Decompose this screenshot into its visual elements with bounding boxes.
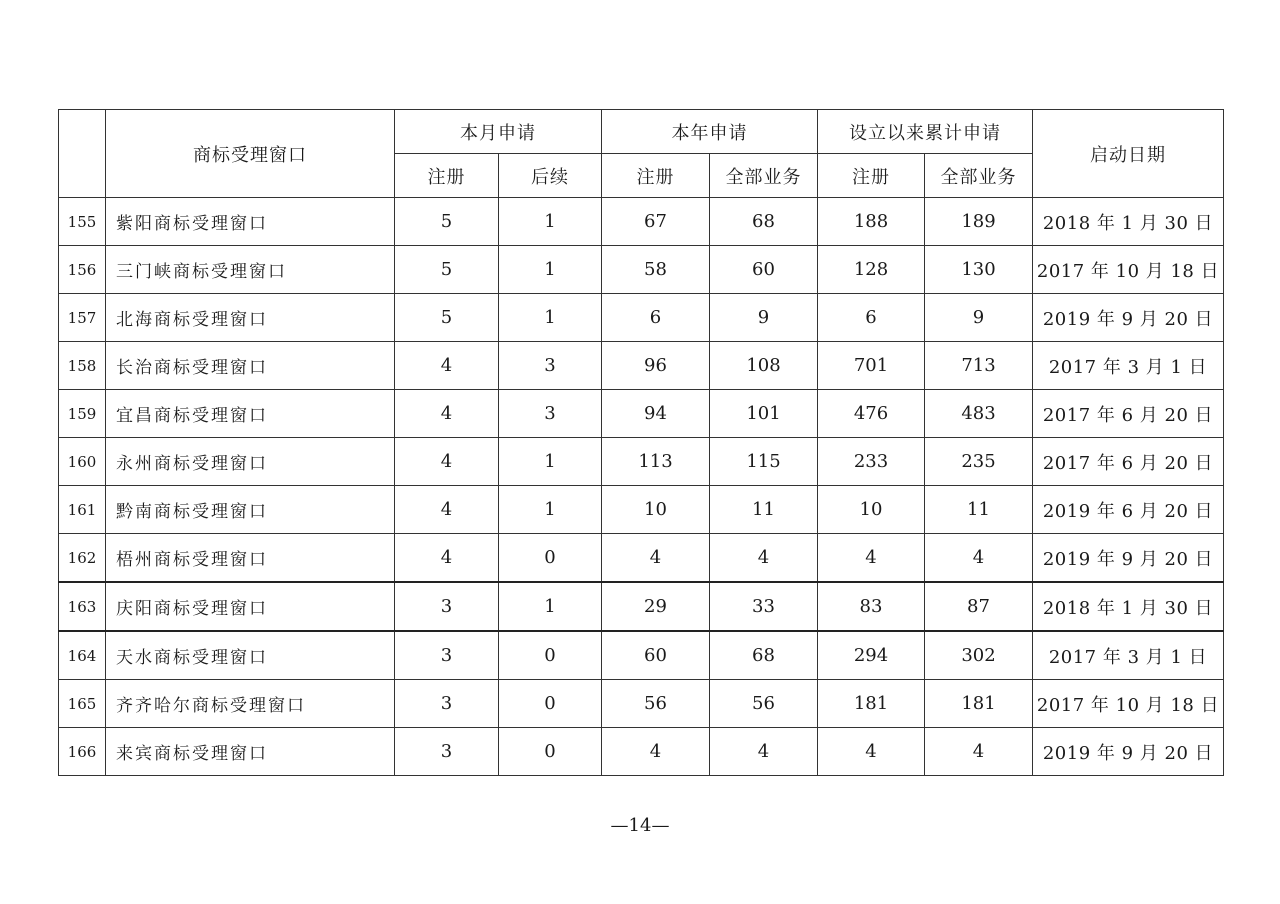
table-row bbox=[59, 342, 1224, 390]
year-register: 94 bbox=[602, 390, 710, 438]
year-all: 68 bbox=[710, 631, 818, 680]
total-all: 11 bbox=[925, 486, 1033, 534]
window-name: 宜昌商标受理窗口 bbox=[106, 390, 395, 438]
table-row bbox=[59, 728, 1224, 776]
row-number: 164 bbox=[59, 631, 106, 680]
month-register: 3 bbox=[395, 728, 499, 776]
total-register: 701 bbox=[818, 342, 925, 390]
window-name: 北海商标受理窗口 bbox=[106, 294, 395, 342]
row-number: 162 bbox=[59, 534, 106, 583]
month-follow: 1 bbox=[499, 246, 602, 294]
start-date: 2017 年 6 月 20 日 bbox=[1033, 438, 1224, 486]
start-date: 2017 年 6 月 20 日 bbox=[1033, 390, 1224, 438]
row-number: 159 bbox=[59, 390, 106, 438]
month-register: 4 bbox=[395, 438, 499, 486]
year-all: 108 bbox=[710, 342, 818, 390]
table-row bbox=[59, 246, 1224, 294]
header-month-register: 注册 bbox=[395, 154, 499, 198]
window-name: 长治商标受理窗口 bbox=[106, 342, 395, 390]
total-all: 181 bbox=[925, 680, 1033, 728]
row-number: 158 bbox=[59, 342, 106, 390]
window-name: 天水商标受理窗口 bbox=[106, 631, 395, 680]
month-follow: 0 bbox=[499, 534, 602, 583]
month-follow: 0 bbox=[499, 728, 602, 776]
row-number: 155 bbox=[59, 198, 106, 246]
month-register: 4 bbox=[395, 342, 499, 390]
start-date: 2017 年 3 月 1 日 bbox=[1033, 342, 1224, 390]
month-register: 4 bbox=[395, 390, 499, 438]
total-all: 302 bbox=[925, 631, 1033, 680]
table-row bbox=[59, 486, 1224, 534]
table-row bbox=[59, 390, 1224, 438]
table-header bbox=[59, 110, 1224, 198]
row-number: 161 bbox=[59, 486, 106, 534]
total-all: 87 bbox=[925, 582, 1033, 631]
row-number: 165 bbox=[59, 680, 106, 728]
year-all: 4 bbox=[710, 728, 818, 776]
month-register: 3 bbox=[395, 582, 499, 631]
start-date: 2018 年 1 月 30 日 bbox=[1033, 198, 1224, 246]
year-all: 11 bbox=[710, 486, 818, 534]
total-register: 128 bbox=[818, 246, 925, 294]
total-all: 189 bbox=[925, 198, 1033, 246]
month-follow: 1 bbox=[499, 438, 602, 486]
year-all: 115 bbox=[710, 438, 818, 486]
month-follow: 1 bbox=[499, 582, 602, 631]
total-all: 235 bbox=[925, 438, 1033, 486]
table-row bbox=[59, 534, 1224, 583]
total-register: 4 bbox=[818, 728, 925, 776]
window-name: 黔南商标受理窗口 bbox=[106, 486, 395, 534]
header-year-group: 本年申请 bbox=[602, 110, 818, 154]
month-register: 3 bbox=[395, 680, 499, 728]
header-total-register: 注册 bbox=[818, 154, 925, 198]
row-number: 156 bbox=[59, 246, 106, 294]
header-month-follow: 后续 bbox=[499, 154, 602, 198]
window-name: 庆阳商标受理窗口 bbox=[106, 582, 395, 631]
header-month-group: 本月申请 bbox=[395, 110, 602, 154]
row-number: 163 bbox=[59, 582, 106, 631]
window-name: 三门峡商标受理窗口 bbox=[106, 246, 395, 294]
year-register: 60 bbox=[602, 631, 710, 680]
month-follow: 3 bbox=[499, 342, 602, 390]
year-all: 56 bbox=[710, 680, 818, 728]
year-register: 4 bbox=[602, 534, 710, 583]
month-follow: 0 bbox=[499, 680, 602, 728]
table-row bbox=[59, 198, 1224, 246]
start-date: 2018 年 1 月 30 日 bbox=[1033, 582, 1224, 631]
header-year-register: 注册 bbox=[602, 154, 710, 198]
table-row bbox=[59, 294, 1224, 342]
row-number: 157 bbox=[59, 294, 106, 342]
year-register: 56 bbox=[602, 680, 710, 728]
total-register: 83 bbox=[818, 582, 925, 631]
total-all: 4 bbox=[925, 534, 1033, 583]
year-register: 4 bbox=[602, 728, 710, 776]
table-row bbox=[59, 631, 1224, 680]
start-date: 2017 年 10 月 18 日 bbox=[1033, 680, 1224, 728]
year-all: 60 bbox=[710, 246, 818, 294]
year-register: 6 bbox=[602, 294, 710, 342]
total-register: 181 bbox=[818, 680, 925, 728]
table-row bbox=[59, 438, 1224, 486]
total-all: 713 bbox=[925, 342, 1033, 390]
year-all: 68 bbox=[710, 198, 818, 246]
year-all: 4 bbox=[710, 534, 818, 583]
start-date: 2017 年 3 月 1 日 bbox=[1033, 631, 1224, 680]
total-all: 4 bbox=[925, 728, 1033, 776]
year-all: 9 bbox=[710, 294, 818, 342]
month-register: 3 bbox=[395, 631, 499, 680]
header-start-date: 启动日期 bbox=[1033, 110, 1224, 198]
total-register: 233 bbox=[818, 438, 925, 486]
year-register: 113 bbox=[602, 438, 710, 486]
month-register: 4 bbox=[395, 486, 499, 534]
start-date: 2017 年 10 月 18 日 bbox=[1033, 246, 1224, 294]
window-name: 梧州商标受理窗口 bbox=[106, 534, 395, 583]
month-follow: 1 bbox=[499, 198, 602, 246]
year-register: 10 bbox=[602, 486, 710, 534]
window-name: 来宾商标受理窗口 bbox=[106, 728, 395, 776]
month-register: 4 bbox=[395, 534, 499, 583]
year-register: 29 bbox=[602, 582, 710, 631]
window-name: 紫阳商标受理窗口 bbox=[106, 198, 395, 246]
window-name: 永州商标受理窗口 bbox=[106, 438, 395, 486]
total-register: 4 bbox=[818, 534, 925, 583]
start-date: 2019 年 6 月 20 日 bbox=[1033, 486, 1224, 534]
month-register: 5 bbox=[395, 294, 499, 342]
table-row bbox=[59, 582, 1224, 631]
total-register: 188 bbox=[818, 198, 925, 246]
total-all: 9 bbox=[925, 294, 1033, 342]
start-date: 2019 年 9 月 20 日 bbox=[1033, 294, 1224, 342]
year-register: 96 bbox=[602, 342, 710, 390]
start-date: 2019 年 9 月 20 日 bbox=[1033, 534, 1224, 583]
month-follow: 0 bbox=[499, 631, 602, 680]
table-row bbox=[59, 680, 1224, 728]
month-register: 5 bbox=[395, 198, 499, 246]
header-total-group: 设立以来累计申请 bbox=[818, 110, 1033, 154]
year-register: 67 bbox=[602, 198, 710, 246]
total-all: 130 bbox=[925, 246, 1033, 294]
table-body bbox=[59, 198, 1224, 776]
page-number: —14— bbox=[610, 815, 670, 836]
year-all: 33 bbox=[710, 582, 818, 631]
month-follow: 3 bbox=[499, 390, 602, 438]
window-name: 齐齐哈尔商标受理窗口 bbox=[106, 680, 395, 728]
row-number: 160 bbox=[59, 438, 106, 486]
trademark-window-table bbox=[58, 109, 1224, 776]
total-all: 483 bbox=[925, 390, 1033, 438]
total-register: 6 bbox=[818, 294, 925, 342]
month-follow: 1 bbox=[499, 486, 602, 534]
header-index-blank bbox=[59, 110, 106, 198]
month-register: 5 bbox=[395, 246, 499, 294]
year-all: 101 bbox=[710, 390, 818, 438]
total-register: 294 bbox=[818, 631, 925, 680]
year-register: 58 bbox=[602, 246, 710, 294]
start-date: 2019 年 9 月 20 日 bbox=[1033, 728, 1224, 776]
total-register: 476 bbox=[818, 390, 925, 438]
month-follow: 1 bbox=[499, 294, 602, 342]
total-register: 10 bbox=[818, 486, 925, 534]
header-window: 商标受理窗口 bbox=[106, 110, 395, 198]
header-total-all: 全部业务 bbox=[925, 154, 1033, 198]
header-year-all: 全部业务 bbox=[710, 154, 818, 198]
row-number: 166 bbox=[59, 728, 106, 776]
